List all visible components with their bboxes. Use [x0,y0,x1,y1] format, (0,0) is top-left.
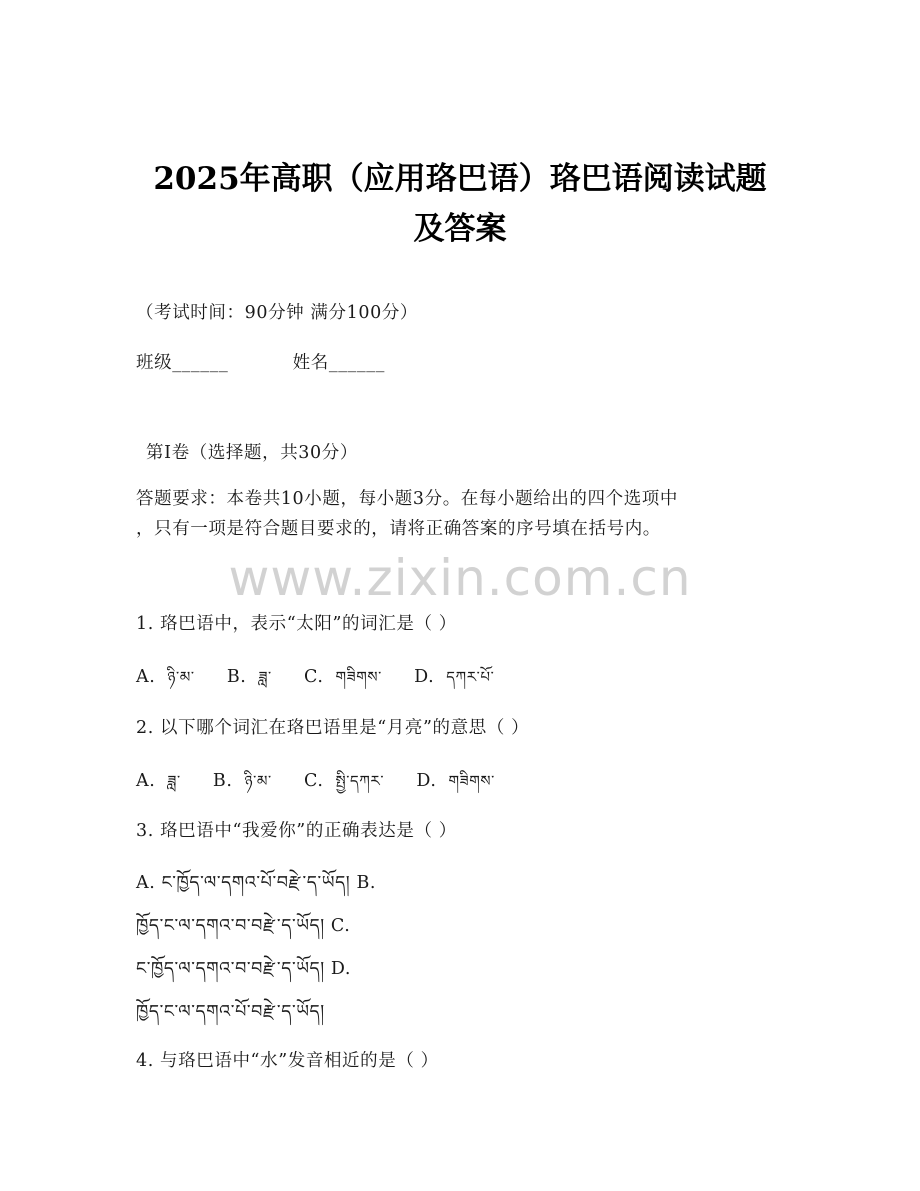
exam-title-line-2: 及答案 [413,211,507,247]
option-text: སྤྱི་དཀར་ [335,772,385,790]
class-field-label: 班级______ [136,353,229,373]
question-3-option-line: ཁྱོད་ང་ལ་དགའ་པོ་བརྫེ་ད་ཡོད། [136,1002,325,1022]
exam-title-line-1: 2025年高职（应用珞巴语）珞巴语阅读试题 [153,161,767,197]
option-letter: A. [136,771,156,791]
option-letter: C. [303,771,324,791]
option-letter: D. [416,771,437,791]
section-heading: 第I卷（选择题，共30分） [146,443,358,463]
option-letter: C. [303,667,324,687]
question-3-option-line: A. ང་ཁྱོད་ལ་དགའ་པོ་བརྫེ་ད་ཡོད། B. [136,873,377,893]
option-text: ཟླ་ [258,668,272,686]
question-2-stem: 2. 以下哪个词汇在珞巴语里是“月亮”的意思（ ） [136,718,530,738]
instructions-line-1: 答题要求：本卷共10小题，每小题3分。在每小题给出的四个选项中 [136,489,678,509]
option-letter: B. [212,771,233,791]
question-3-stem: 3. 珞巴语中“我爱你”的正确表达是（ ） [136,821,457,841]
student-info [136,350,385,376]
option-text: ཉི་མ་ [244,772,272,790]
question-1-options [136,664,494,690]
watermark: www.zixin.com.cn [228,549,692,607]
question-1-stem: 1. 珞巴语中，表示“太阳”的词汇是（ ） [136,614,457,634]
question-3-option-line: ཁྱོད་ང་ལ་དགའ་བ་བརྫེ་ད་ཡོད། C. [136,916,351,936]
option-letter: D. [414,667,435,687]
option-text: ཉི་མ་ [167,668,195,686]
option-letter: A. [136,667,156,687]
option-text: གཟིགས་ [448,772,495,790]
question-2-options [136,768,495,794]
exam-info: （考试时间：90分钟 满分100分） [136,303,419,323]
option-text: ཟླ་ [167,772,181,790]
name-field-label: 姓名______ [292,353,385,373]
question-4-stem: 4. 与珞巴语中“水”发音相近的是（ ） [136,1051,439,1071]
option-letter: B. [226,667,247,687]
instructions-line-2: ，只有一项是符合题目要求的，请将正确答案的序号填在括号内。 [136,519,661,539]
option-text: དཀར་པོ་ [446,668,495,686]
option-text: གཟིགས་ [335,668,382,686]
question-3-option-line: ང་ཁྱོད་ལ་དགའ་བ་བརྫེ་ད་ཡོད། D. [136,959,352,979]
